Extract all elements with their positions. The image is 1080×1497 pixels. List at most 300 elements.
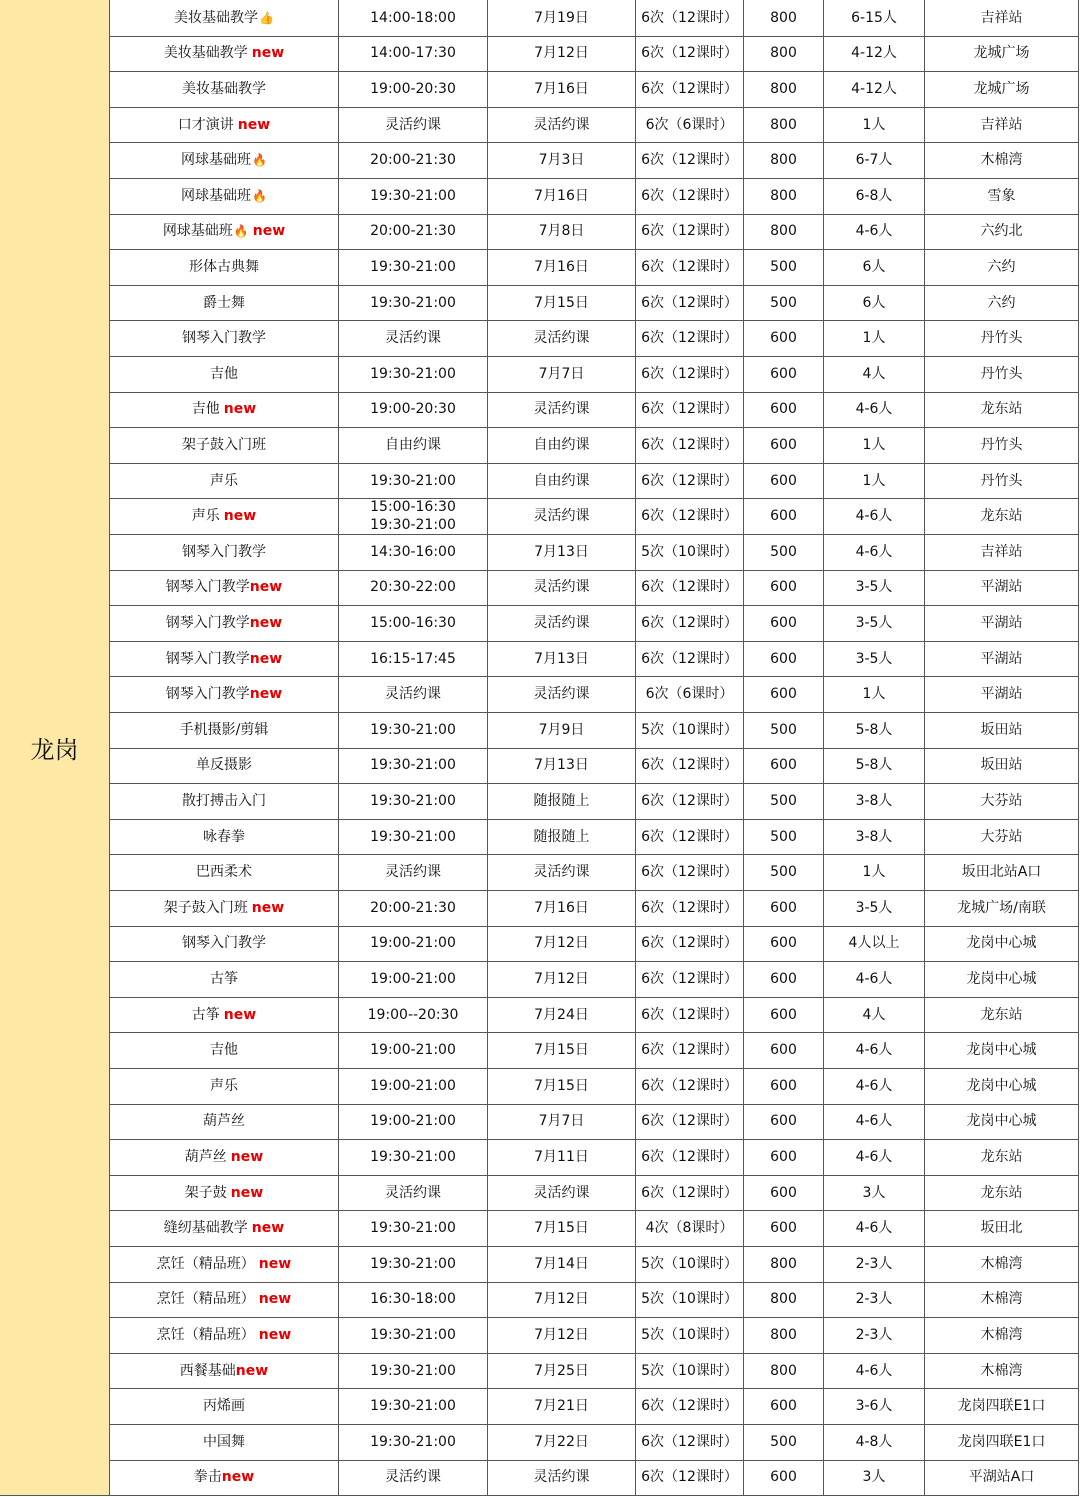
course-grid — [110, 0, 1079, 1497]
table-row — [110, 1246, 1079, 1283]
price: 600 — [770, 757, 797, 774]
location: 龙岗四联E1口 — [957, 1398, 1046, 1415]
table-row — [110, 1460, 1079, 1497]
sessions: 6次（12课时） — [641, 1077, 738, 1094]
course-name-cell — [110, 1068, 339, 1104]
price: 600 — [770, 1220, 797, 1237]
price: 600 — [770, 614, 797, 631]
location: 坂田站 — [980, 757, 1023, 774]
sessions-cell — [636, 178, 744, 214]
time: 19:30-21:00 — [370, 721, 456, 738]
start-date-cell — [488, 178, 636, 214]
location-cell — [925, 1104, 1079, 1140]
location: 吉祥站 — [980, 543, 1023, 560]
price: 500 — [770, 1433, 797, 1450]
start-date: 7月13日 — [534, 543, 589, 560]
location-cell — [925, 1460, 1079, 1496]
price: 800 — [770, 80, 797, 97]
start-date-cell — [488, 1282, 636, 1318]
price: 600 — [770, 401, 797, 418]
price: 600 — [770, 650, 797, 667]
table-row — [110, 249, 1079, 286]
price-cell — [744, 142, 824, 178]
sessions: 6次（12课时） — [641, 1469, 738, 1486]
new-badge: new — [251, 45, 285, 62]
start-date: 灵活约课 — [533, 330, 590, 347]
sessions-cell — [636, 1388, 744, 1424]
price: 500 — [770, 294, 797, 311]
sessions: 5次（10课时） — [641, 1255, 738, 1272]
start-date-cell — [488, 641, 636, 677]
table-row — [110, 498, 1079, 535]
sessions-cell — [636, 249, 744, 285]
price-cell — [744, 1210, 824, 1246]
table-row — [110, 142, 1079, 179]
location-cell — [925, 1424, 1079, 1460]
course-name-cell — [110, 142, 339, 178]
start-date: 7月12日 — [534, 45, 589, 62]
thumbs-up-icon: 👍 — [259, 10, 274, 25]
course-name-cell — [110, 463, 339, 499]
location-cell — [925, 1388, 1079, 1424]
location: 龙城广场 — [973, 80, 1030, 97]
sessions: 6次（12课时） — [641, 80, 738, 97]
time: 自由约课 — [385, 436, 441, 453]
class-size: 3人 — [862, 1184, 886, 1201]
start-date: 7月21日 — [534, 1398, 589, 1415]
start-date-cell — [488, 142, 636, 178]
start-date-cell — [488, 107, 636, 143]
start-date: 7月16日 — [534, 80, 589, 97]
time: 19:00-21:00 — [370, 1042, 456, 1059]
course-name: 缝纫基础教学 — [163, 1220, 248, 1237]
sessions-cell — [636, 463, 744, 499]
location: 龙东站 — [980, 508, 1023, 525]
sessions-cell — [636, 1210, 744, 1246]
price-cell — [744, 570, 824, 606]
start-date-cell — [488, 890, 636, 926]
time-cell — [339, 0, 488, 36]
region-label: 龙岗 — [0, 0, 110, 1496]
price-cell — [744, 427, 824, 463]
price: 600 — [770, 1006, 797, 1023]
time: 19:30-21:00 — [370, 294, 456, 311]
time: 19:00-21:00 — [370, 970, 456, 987]
location: 木棉湾 — [980, 1255, 1023, 1272]
time-cell — [339, 783, 488, 819]
time-cell — [339, 1104, 488, 1140]
price: 600 — [770, 1042, 797, 1059]
table-row — [110, 285, 1079, 322]
class-size: 4-6人 — [855, 401, 893, 418]
price-cell — [744, 890, 824, 926]
class-size-cell — [824, 1139, 925, 1175]
location: 龙岗中心城 — [966, 1042, 1037, 1059]
table-row — [110, 107, 1079, 144]
location-cell — [925, 320, 1079, 356]
start-date: 7月9日 — [538, 721, 585, 738]
sessions-cell — [636, 854, 744, 890]
location: 龙岗四联E1口 — [957, 1433, 1046, 1450]
table-row — [110, 890, 1079, 927]
time-cell — [339, 214, 488, 250]
location-cell — [925, 1210, 1079, 1246]
class-size-cell — [824, 570, 925, 606]
time-cell — [339, 1068, 488, 1104]
sessions: 6次（12课时） — [641, 899, 738, 916]
start-date: 自由约课 — [533, 436, 590, 453]
price: 500 — [770, 543, 797, 560]
time-cell — [339, 320, 488, 356]
time: 19:30-21:00 — [370, 472, 456, 489]
price: 800 — [770, 9, 797, 26]
location: 木棉湾 — [980, 152, 1023, 169]
class-size: 4-6人 — [855, 970, 893, 987]
time-cell — [339, 748, 488, 784]
price: 600 — [770, 970, 797, 987]
class-size: 2-3人 — [855, 1291, 893, 1308]
table-row — [110, 1175, 1079, 1212]
start-date: 7月7日 — [538, 1113, 585, 1130]
class-size: 1人 — [862, 472, 886, 489]
price-cell — [744, 392, 824, 428]
time: 灵活约课 — [385, 1184, 441, 1201]
start-date: 灵活约课 — [533, 579, 590, 596]
course-name-cell — [110, 178, 339, 214]
course-name-cell — [110, 249, 339, 285]
time-cell — [339, 1210, 488, 1246]
start-date: 7月14日 — [534, 1255, 589, 1272]
start-date-cell — [488, 534, 636, 570]
class-size-cell — [824, 854, 925, 890]
new-badge: new — [221, 1469, 255, 1486]
price-cell — [744, 783, 824, 819]
sessions-cell — [636, 1032, 744, 1068]
time: 19:00-21:00 — [370, 1113, 456, 1130]
time-cell — [339, 1246, 488, 1282]
new-badge: new — [230, 1184, 264, 1201]
class-size-cell — [824, 1104, 925, 1140]
start-date: 7月15日 — [534, 1220, 589, 1237]
table-row — [110, 1424, 1079, 1461]
course-name: 爵士舞 — [203, 294, 245, 311]
time-cell — [339, 605, 488, 641]
location-cell — [925, 926, 1079, 962]
start-date-cell — [488, 320, 636, 356]
table-row — [110, 1032, 1079, 1069]
time: 灵活约课 — [385, 864, 441, 881]
course-name: 钢琴入门教学 — [182, 543, 266, 560]
price: 800 — [770, 223, 797, 240]
time: 20:00-21:30 — [370, 152, 456, 169]
time-cell — [339, 1424, 488, 1460]
start-date-cell — [488, 819, 636, 855]
location: 龙东站 — [980, 1006, 1023, 1023]
course-name: 吉他 — [191, 401, 220, 418]
time-slot: 15:00-16:30 — [370, 499, 456, 516]
price: 800 — [770, 1255, 797, 1272]
fire-icon: 🔥 — [252, 153, 267, 168]
price-cell — [744, 748, 824, 784]
price: 600 — [770, 579, 797, 596]
course-name-cell — [110, 1282, 339, 1318]
table-row — [110, 1104, 1079, 1141]
location-cell — [925, 356, 1079, 392]
class-size-cell — [824, 498, 925, 534]
start-date: 灵活约课 — [533, 614, 590, 631]
class-size-cell — [824, 1068, 925, 1104]
start-date-cell — [488, 748, 636, 784]
time: 19:30-21:00 — [370, 1220, 456, 1237]
start-date-cell — [488, 1210, 636, 1246]
sessions: 6次（12课时） — [641, 436, 738, 453]
sessions-cell — [636, 285, 744, 321]
sessions-cell — [636, 961, 744, 997]
price-cell — [744, 214, 824, 250]
course-name: 声乐 — [210, 472, 238, 489]
fire-icon: 🔥 — [233, 224, 249, 239]
table-row — [110, 36, 1079, 73]
location: 坂田站 — [980, 721, 1023, 738]
course-name: 吉他 — [210, 365, 238, 382]
price-cell — [744, 107, 824, 143]
start-date-cell — [488, 1104, 636, 1140]
class-size: 2-3人 — [855, 1326, 893, 1343]
class-size-cell — [824, 1210, 925, 1246]
location: 大芬站 — [980, 792, 1023, 809]
new-badge: new — [249, 579, 283, 596]
sessions-cell — [636, 71, 744, 107]
course-name: 单反摄影 — [196, 757, 252, 774]
course-name-cell — [110, 570, 339, 606]
price: 600 — [770, 365, 797, 382]
time: 灵活约课 — [385, 1469, 441, 1486]
time-cell — [339, 392, 488, 428]
course-name: 烹饪（精品班） — [156, 1326, 255, 1343]
time-cell — [339, 463, 488, 499]
sessions-cell — [636, 1139, 744, 1175]
course-name: 丙烯画 — [203, 1398, 245, 1415]
class-size-cell — [824, 961, 925, 997]
price-cell — [744, 997, 824, 1033]
price-cell — [744, 534, 824, 570]
sessions: 6次（12课时） — [641, 365, 738, 382]
sessions-cell — [636, 0, 744, 36]
price: 500 — [770, 721, 797, 738]
class-size-cell — [824, 997, 925, 1033]
sessions-cell — [636, 498, 744, 534]
location-cell — [925, 1353, 1079, 1389]
price-cell — [744, 641, 824, 677]
start-date: 7月3日 — [538, 152, 585, 169]
location: 吉祥站 — [980, 116, 1023, 133]
class-size: 3-8人 — [855, 828, 893, 845]
time: 19:30-21:00 — [370, 1433, 456, 1450]
start-date: 7月15日 — [534, 1077, 589, 1094]
course-name-cell — [110, 1353, 339, 1389]
sessions: 6次（12课时） — [641, 650, 738, 667]
time-slot: 19:30-21:00 — [370, 517, 456, 534]
price: 500 — [770, 792, 797, 809]
price: 800 — [770, 1362, 797, 1379]
class-size: 4-8人 — [855, 1433, 893, 1450]
course-name: 中国舞 — [203, 1433, 245, 1450]
class-size: 5-8人 — [855, 721, 893, 738]
start-date: 灵活约课 — [533, 864, 590, 881]
sessions: 6次（12课时） — [641, 1042, 738, 1059]
price: 600 — [770, 1077, 797, 1094]
sessions: 6次（12课时） — [641, 223, 738, 240]
class-size: 1人 — [862, 116, 886, 133]
time: 19:30-21:00 — [370, 1398, 456, 1415]
time: 19:30-21:00 — [370, 792, 456, 809]
start-date: 7月12日 — [534, 970, 589, 987]
sessions: 6次（12课时） — [641, 187, 738, 204]
price-cell — [744, 178, 824, 214]
start-date-cell — [488, 1424, 636, 1460]
time: 灵活约课 — [385, 116, 441, 133]
location-cell — [925, 534, 1079, 570]
location: 龙东站 — [980, 1148, 1023, 1165]
class-size: 4-6人 — [855, 1113, 893, 1130]
class-size-cell — [824, 676, 925, 712]
course-name: 拳击 — [193, 1469, 222, 1486]
start-date-cell — [488, 0, 636, 36]
time: 20:30-22:00 — [370, 579, 456, 596]
sessions-cell — [636, 783, 744, 819]
course-name-cell — [110, 783, 339, 819]
time: 19:30-21:00 — [370, 1362, 456, 1379]
time-cell — [339, 890, 488, 926]
table-row — [110, 1068, 1079, 1105]
location-cell — [925, 0, 1079, 36]
time: 灵活约课 — [385, 330, 441, 347]
time: 15:00-16:30 — [370, 614, 456, 631]
course-name-cell — [110, 320, 339, 356]
price-cell — [744, 1460, 824, 1496]
sessions-cell — [636, 107, 744, 143]
price-cell — [744, 320, 824, 356]
location: 木棉湾 — [980, 1362, 1023, 1379]
table-row — [110, 1388, 1079, 1425]
time-cell — [339, 107, 488, 143]
sessions-cell — [636, 1460, 744, 1496]
start-date-cell — [488, 249, 636, 285]
price-cell — [744, 605, 824, 641]
location: 龙东站 — [980, 1184, 1023, 1201]
course-name: 烹饪（精品班） — [156, 1291, 255, 1308]
course-name: 声乐 — [191, 508, 220, 525]
class-size-cell — [824, 1353, 925, 1389]
time-cell — [339, 71, 488, 107]
class-size-cell — [824, 926, 925, 962]
class-size: 4-6人 — [855, 508, 893, 525]
course-name-cell — [110, 676, 339, 712]
time-cell — [339, 641, 488, 677]
location-cell — [925, 1032, 1079, 1068]
price-cell — [744, 1068, 824, 1104]
location-cell — [925, 1246, 1079, 1282]
location-cell — [925, 605, 1079, 641]
course-name-cell — [110, 0, 339, 36]
sessions-cell — [636, 1246, 744, 1282]
time-cell — [339, 356, 488, 392]
new-badge: new — [258, 1326, 292, 1343]
price-cell — [744, 285, 824, 321]
course-name: 美妆基础教学 — [174, 9, 259, 26]
class-size-cell — [824, 1317, 925, 1353]
start-date-cell — [488, 926, 636, 962]
location: 丹竹头 — [980, 330, 1023, 347]
start-date: 灵活约课 — [533, 508, 590, 525]
class-size: 4-6人 — [855, 1220, 893, 1237]
sessions-cell — [636, 1282, 744, 1318]
table-row — [110, 783, 1079, 820]
location-cell — [925, 1175, 1079, 1211]
time-cell — [339, 712, 488, 748]
price-cell — [744, 36, 824, 72]
start-date: 7月7日 — [538, 365, 585, 382]
start-date: 7月16日 — [534, 258, 589, 275]
sessions-cell — [636, 570, 744, 606]
sessions: 6次（12课时） — [641, 258, 738, 275]
course-name: 声乐 — [210, 1077, 238, 1094]
sessions-cell — [636, 1353, 744, 1389]
table-row — [110, 854, 1079, 891]
time-cell — [339, 427, 488, 463]
start-date-cell — [488, 605, 636, 641]
course-name: 手机摄影/剪辑 — [179, 721, 269, 738]
table-row — [110, 1139, 1079, 1176]
time: 14:00-18:00 — [370, 9, 456, 26]
time-cell — [339, 854, 488, 890]
course-name: 钢琴入门教学 — [182, 330, 266, 347]
class-size: 3人 — [862, 1469, 886, 1486]
sessions: 6次（12课时） — [641, 152, 738, 169]
sessions: 5次（10课时） — [641, 1326, 738, 1343]
price-cell — [744, 356, 824, 392]
sessions: 6次（12课时） — [641, 614, 738, 631]
course-name-cell — [110, 1246, 339, 1282]
location: 木棉湾 — [980, 1326, 1023, 1343]
course-name: 钢琴入门教学 — [165, 579, 250, 596]
table-row — [110, 214, 1079, 251]
sessions-cell — [636, 534, 744, 570]
time-cell — [339, 285, 488, 321]
table-row — [110, 356, 1079, 393]
class-size-cell — [824, 249, 925, 285]
price: 800 — [770, 1326, 797, 1343]
sessions: 6次（12课时） — [641, 757, 738, 774]
time: 19:30-21:00 — [370, 365, 456, 382]
table-row — [110, 392, 1079, 429]
course-name-cell — [110, 392, 339, 428]
price-cell — [744, 498, 824, 534]
course-name-cell — [110, 605, 339, 641]
course-name-cell — [110, 712, 339, 748]
table-row — [110, 427, 1079, 464]
new-badge: new — [252, 223, 286, 240]
course-name: 网球基础班 — [181, 152, 252, 169]
sessions-cell — [636, 1317, 744, 1353]
sessions: 6次（12课时） — [641, 828, 738, 845]
location: 六约北 — [980, 223, 1023, 240]
course-name-cell — [110, 534, 339, 570]
location: 六约 — [987, 294, 1016, 311]
start-date: 7月12日 — [534, 935, 589, 952]
sessions-cell — [636, 605, 744, 641]
sessions-cell — [636, 1175, 744, 1211]
